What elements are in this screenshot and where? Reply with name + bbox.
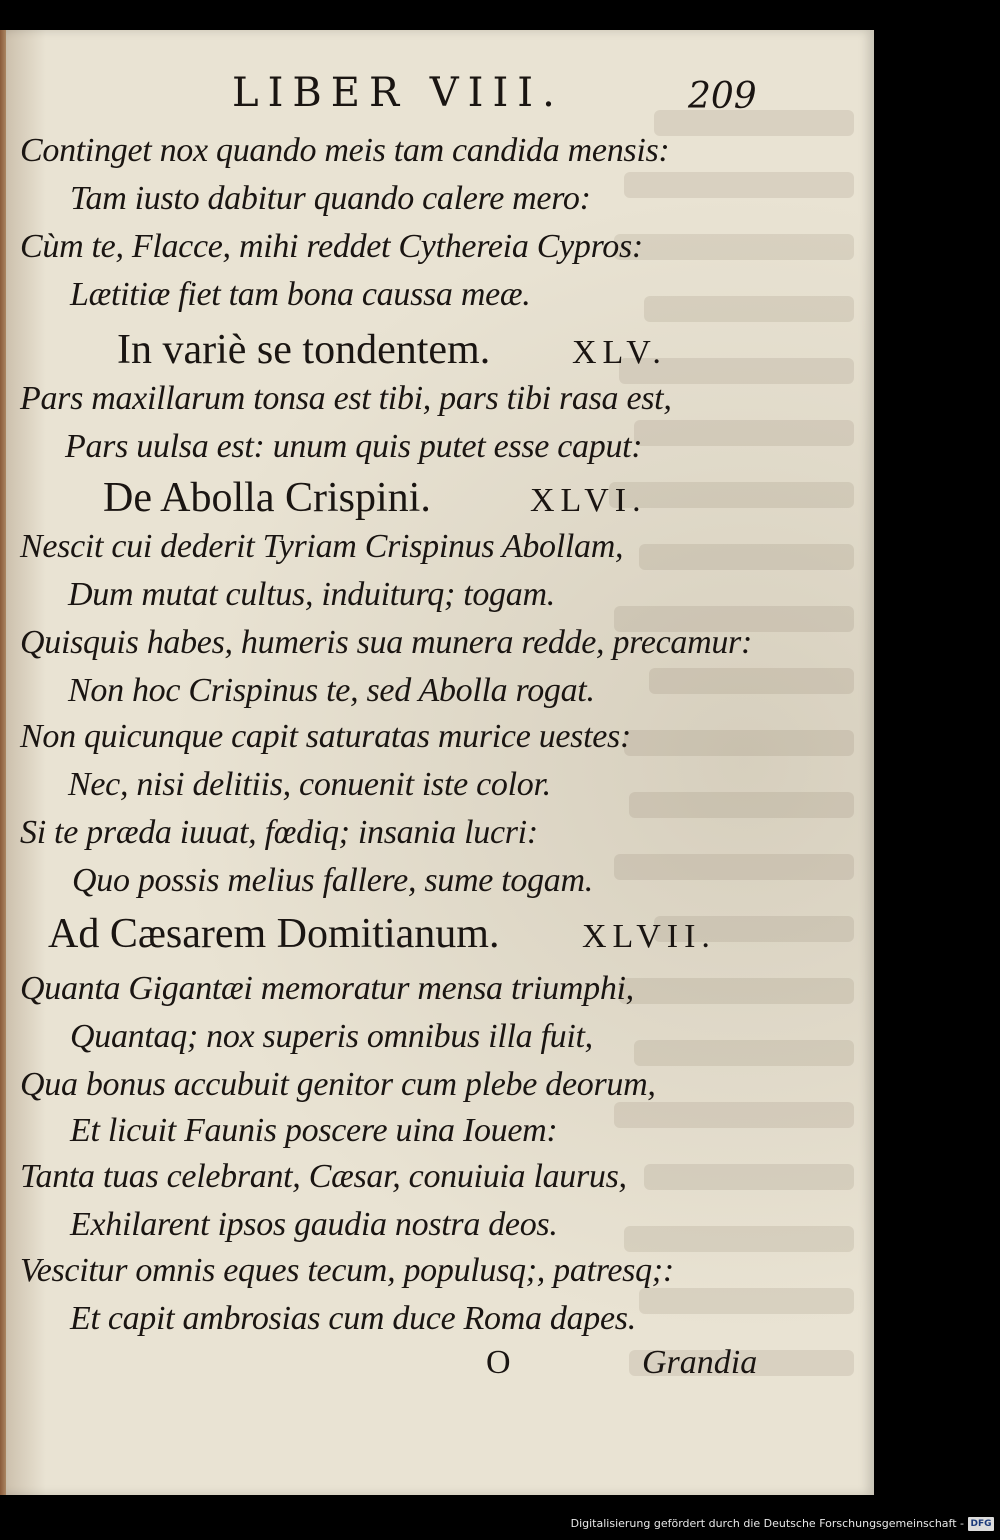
epigram-numeral: XLVII. (582, 918, 716, 955)
verse-line: Pars maxillarum tonsa est tibi, pars tibi rasa est, (20, 380, 672, 417)
verse-line: Nec, nisi delitiis, conuenit iste color. (68, 766, 551, 803)
verse-line: Tam iusto dabitur quando calere mero: (70, 180, 591, 217)
verse-line: Cùm te, Flacce, mihi reddet Cythereia Cypros: (20, 228, 643, 265)
verse-line: Quanta Gigantæi memoratur mensa triumphi, (20, 970, 634, 1007)
show-through (604, 110, 874, 1410)
verse-line: Dum mutat cultus, induiturq; togam. (68, 576, 555, 613)
verse-line: Qua bonus accubuit genitor cum plebe deorum, (20, 1066, 656, 1103)
verse-line: Quo possis melius fallere, sume togam. (72, 862, 593, 899)
epigram-numeral: XLVI. (530, 482, 647, 519)
verse-line: Et capit ambrosias cum duce Roma dapes. (70, 1300, 636, 1337)
catchword: Grandia (642, 1344, 758, 1381)
epigram-title: In variè se tondentem. (117, 327, 491, 373)
verse-line: Lætitiæ fiet tam bona caussa meæ. (70, 276, 531, 313)
scan-margin (874, 30, 1000, 1495)
footer-bar (0, 1495, 1000, 1540)
verse-line: Nescit cui dederit Tyriam Crispinus Abollam, (20, 528, 624, 565)
verse-line: Tanta tuas celebrant, Cæsar, conuiuia laurus, (20, 1158, 627, 1195)
verse-line: Non quicunque capit saturatas murice uestes: (20, 718, 632, 755)
verse-line: Non hoc Crispinus te, sed Abolla rogat. (68, 672, 595, 709)
running-head: LIBER VIII. (232, 70, 564, 116)
verse-line: Vescitur omnis eques tecum, populusq;, patresq;: (20, 1252, 674, 1289)
epigram-title: Ad Cæsarem Domitianum. (48, 911, 500, 957)
footer-credit: Digitalisierung gefördert durch die Deutsche Forschungsgemeinschaft - (570, 1517, 964, 1530)
verse-line: Quisquis habes, humeris sua munera redde, precamur: (20, 624, 753, 661)
verse-line: Exhilarent ipsos gaudia nostra deos. (70, 1206, 558, 1243)
verse-line: Et licuit Faunis poscere uina Iouem: (70, 1112, 558, 1149)
epigram-title: De Abolla Crispini. (103, 475, 431, 521)
verse-line: Pars uulsa est: unum quis putet esse caput: (65, 428, 643, 465)
verse-line: Continget nox quando meis tam candida mensis: (20, 132, 670, 169)
epigram-numeral: XLV. (572, 334, 667, 371)
dfg-logo-icon: DFG (968, 1517, 994, 1531)
page-number: 209 (688, 76, 757, 117)
verse-line: Si te præda iuuat, fœdiq; insania lucri: (20, 814, 538, 851)
signature-mark: O (486, 1344, 511, 1381)
verse-line: Quantaq; nox superis omnibus illa fuit, (70, 1018, 593, 1055)
